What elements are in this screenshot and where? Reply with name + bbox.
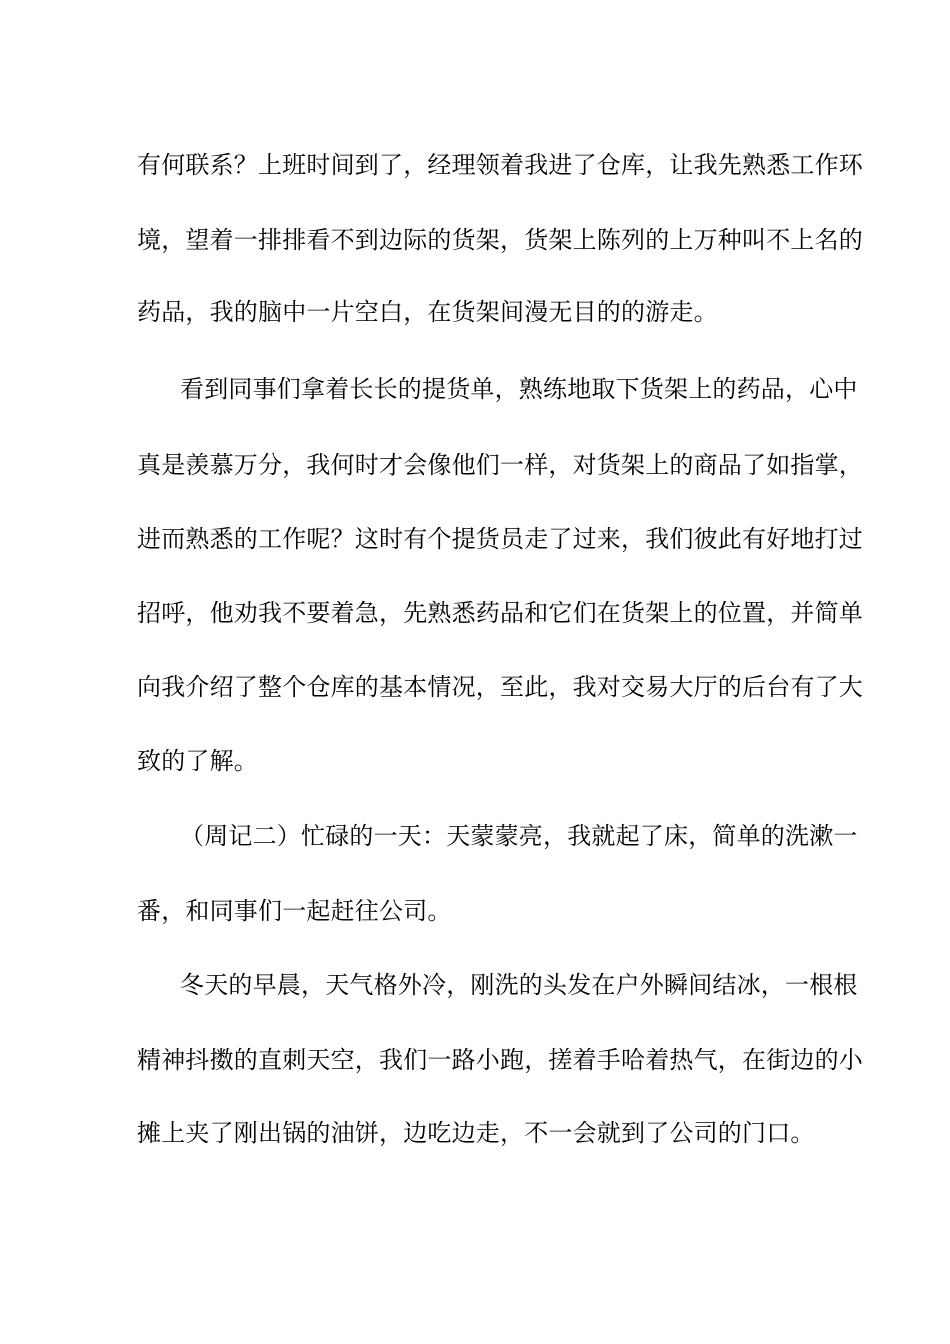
text-line: 致的了解。 <box>137 747 258 775</box>
text-line: 向我介绍了整个仓库的基本情况，至此，我对交易大厅的后台有了大 <box>137 673 863 701</box>
text-line: 摊上夹了刚出锅的油饼，边吃边走，不一会就到了公司的门口。 <box>137 1119 815 1147</box>
text-line: 进而熟悉的工作呢？这时有个提货员走了过来，我们彼此有好地打过 <box>137 525 863 553</box>
text-line: 真是羡慕万分，我何时才会像他们一样，对货架上的商品了如指掌， <box>137 451 863 479</box>
text-line: 境，望着一排排看不到边际的货架，货架上陈列的上万种叫不上名的 <box>137 226 863 254</box>
text-line: 有何联系？上班时间到了，经理领着我进了仓库，让我先熟悉工作环 <box>137 151 863 179</box>
text-line: 药品，我的脑中一片空白，在货架间漫无目的的游走。 <box>137 298 718 326</box>
paragraph-first-line: 冬天的早晨，天气格外冷，刚洗的头发在户外瞬间结冰，一根根 <box>180 971 858 999</box>
text-line: 番，和同事们一起赶往公司。 <box>137 897 452 925</box>
paragraph-first-line: 看到同事们拿着长长的提货单，熟练地取下货架上的药品，心中 <box>180 375 858 403</box>
paragraph-first-line: （周记二）忙碌的一天：天蒙蒙亮，我就起了床，简单的洗漱一 <box>180 822 858 850</box>
text-line: 精神抖擞的直刺天空，我们一路小跑，搓着手哈着热气，在街边的小 <box>137 1046 863 1074</box>
text-line: 招呼，他劝我不要着急，先熟悉药品和它们在货架上的位置，并简单 <box>137 599 863 627</box>
